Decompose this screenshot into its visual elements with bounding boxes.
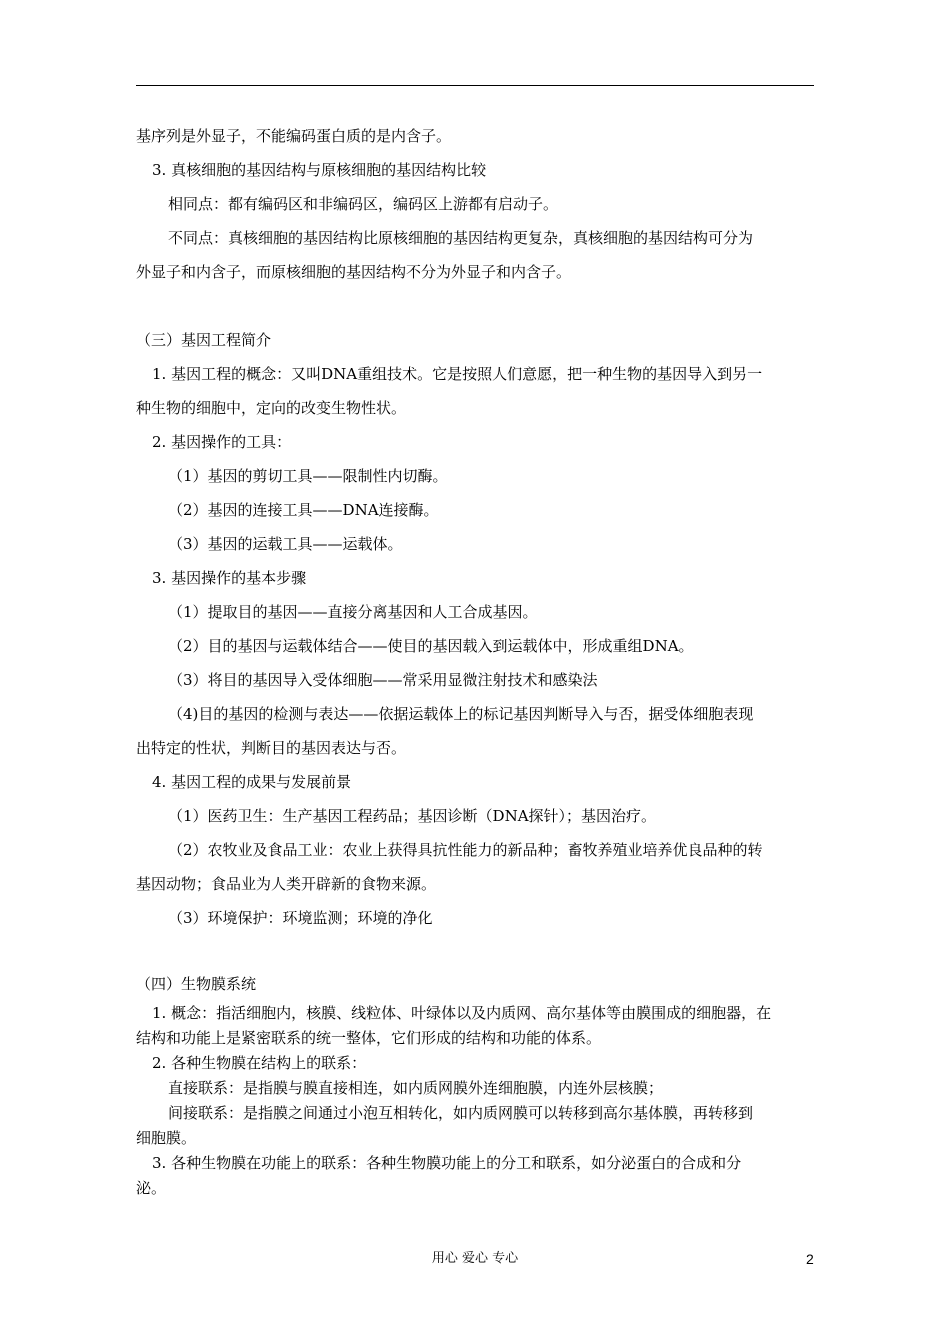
footer-motto: 用心 爱心 专心 (431, 1251, 519, 1266)
text-line: 基因动物；食品业为人类开辟新的食物来源。 (136, 875, 437, 893)
page-number: 2 (806, 1251, 814, 1267)
header-rule (136, 85, 814, 86)
text-line: 直接联系：是指膜与膜直接相连，如内质网膜外连细胞膜，内连外层核膜； (168, 1079, 664, 1097)
numbered-heading: 3. 真核细胞的基因结构与原核细胞的基因结构比较 (152, 161, 487, 179)
numbered-heading: 2. 各种生物膜在结构上的联系： (152, 1054, 367, 1072)
text-line: 外显子和内含子，而原核细胞的基因结构不分为外显子和内含子。 (136, 263, 572, 281)
text-line: 泌。 (136, 1179, 167, 1197)
list-item: （1）提取目的基因——直接分离基因和人工合成基因。 (168, 603, 538, 621)
text-line: 种生物的细胞中，定向的改变生物性状。 (136, 399, 407, 417)
list-item: （1）基因的剪切工具——限制性内切酶。 (168, 467, 448, 485)
text-line: 相同点：都有编码区和非编码区，编码区上游都有启动子。 (168, 195, 559, 213)
numbered-heading: 4. 基因工程的成果与发展前景 (152, 773, 352, 791)
text-line: 结构和功能上是紧密联系的统一整体，它们形成的结构和功能的体系。 (136, 1029, 602, 1047)
numbered-heading: 3. 基因操作的基本步骤 (152, 569, 307, 587)
list-item: （3）基因的运载工具——运载体。 (168, 535, 403, 553)
numbered-heading: 2. 基因操作的工具： (152, 433, 292, 451)
list-item: （3）将目的基因导入受体细胞——常采用显微注射技术和感染法 (168, 671, 598, 689)
text-line: 细胞膜。 (136, 1129, 197, 1147)
numbered-heading: 1. 基因工程的概念：又叫DNA重组技术。它是按照人们意愿，把一种生物的基因导入到另一 (152, 365, 763, 383)
list-item: （1）医药卫生：生产基因工程药品；基因诊断（DNA探针）；基因治疗。 (168, 807, 657, 825)
list-item: （2）目的基因与运载体结合——使目的基因载入到运载体中，形成重组DNA。 (168, 637, 694, 655)
text-line: 基序列是外显子，不能编码蛋白质的是内含子。 (136, 127, 452, 145)
numbered-heading: 3. 各种生物膜在功能上的联系：各种生物膜功能上的分工和联系，如分泌蛋白的合成和分 (152, 1154, 742, 1172)
list-item: （3）环境保护：环境监测；环境的净化 (168, 909, 433, 927)
list-item: （2）基因的连接工具——DNA连接酶。 (168, 501, 439, 519)
list-item: （4)目的基因的检测与表达——依据运载体上的标记基因判断导入与否，据受体细胞表现 (168, 705, 754, 723)
numbered-heading: 1. 概念：指活细胞内，核膜、线粒体、叶绿体以及内质网、高尔基体等由膜围成的细胞器，在 (152, 1004, 772, 1022)
text-line: 间接联系：是指膜之间通过小泡互相转化，如内质网膜可以转移到高尔基体膜，再转移到 (168, 1104, 754, 1122)
text-line: 不同点：真核细胞的基因结构比原核细胞的基因结构更复杂，真核细胞的基因结构可分为 (168, 229, 754, 247)
list-item: （2）农牧业及食品工业：农业上获得具抗性能力的新品种；畜牧养殖业培养优良品种的转 (168, 841, 763, 859)
section-heading: （三）基因工程简介 (136, 331, 272, 349)
section-heading: （四）生物膜系统 (136, 975, 257, 993)
text-line: 出特定的性状，判断目的基因表达与否。 (136, 739, 407, 757)
